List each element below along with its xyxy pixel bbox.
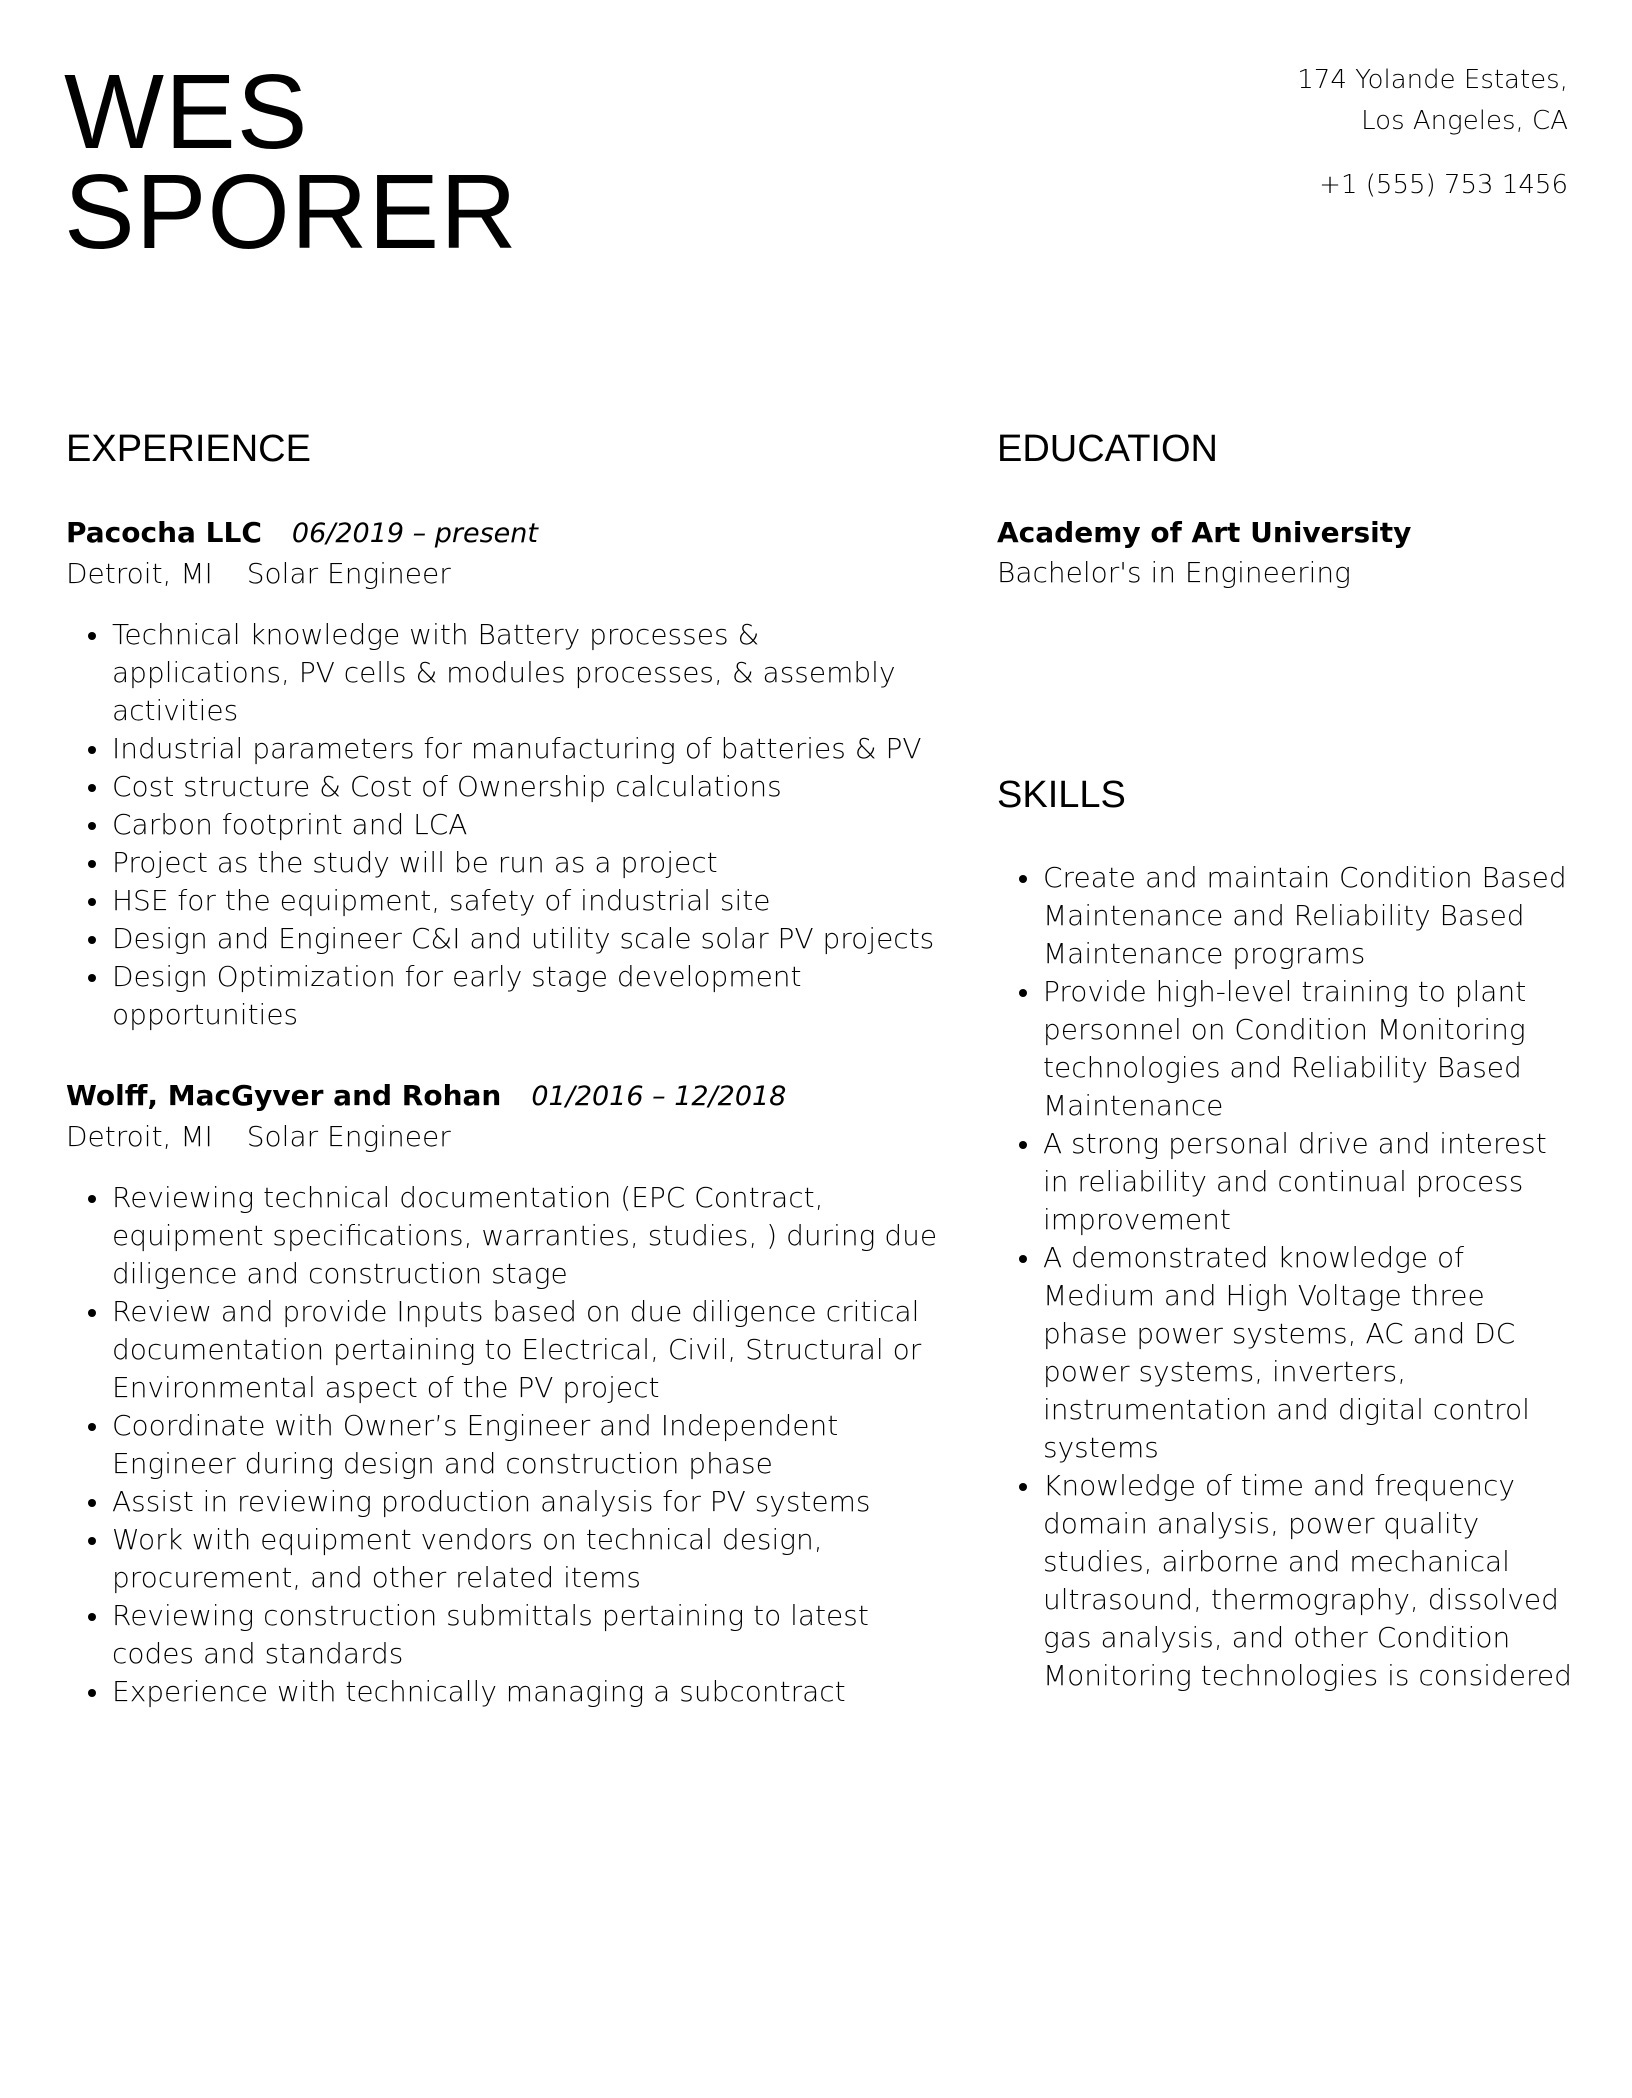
job-location: Detroit, MI [66, 557, 213, 590]
job-header [66, 1076, 946, 1117]
education-heading: EDUCATION [997, 428, 1218, 470]
bullet-item: Project as the study will be run as a project [112, 844, 946, 882]
sidebar-column [997, 425, 1577, 1695]
job-entry [66, 513, 946, 1034]
job-header [66, 513, 946, 554]
job-bullets [66, 616, 946, 1034]
contact-info [1297, 60, 1568, 206]
bullet-item: Work with equipment vendors on technical design, procurement, and other related items [112, 1521, 946, 1597]
bullet-item: Carbon footprint and LCA [112, 806, 946, 844]
bullet-item: Cost structure & Cost of Ownership calculations [112, 768, 946, 806]
job-location: Detroit, MI [66, 1120, 213, 1153]
bullet-item: Experience with technically managing a subcontract [112, 1673, 946, 1711]
bullet-item: Review and provide Inputs based on due diligence critical documentation pertaining to Electrical, Civil, Structural or Environmental aspect of the PV project [112, 1293, 946, 1407]
bullet-item: Reviewing construction submittals pertaining to latest codes and standards [112, 1597, 946, 1673]
bullet-item: Coordinate with Owner’s Engineer and Independent Engineer during design and construction phase [112, 1407, 946, 1483]
bullet-item: Reviewing technical documentation (EPC Contract, equipment specifications, warranties, studies, ) during due diligence and construction stage [112, 1179, 946, 1293]
skill-item: Knowledge of time and frequency domain analysis, power quality studies, airborne and mechanical ultrasound, thermography, dissolved gas analysis, and other Condition Monitoring technologies is considered [1043, 1467, 1577, 1695]
job-subheader [66, 1117, 946, 1157]
address-line-1: 174 Yolande Estates, [1297, 65, 1568, 95]
phone-number: +1 (555) 753 1456 [1319, 170, 1568, 200]
skills-list [997, 859, 1577, 1695]
bullet-item: Design Optimization for early stage development opportunities [112, 958, 946, 1034]
skill-item: A demonstrated knowledge of Medium and High Voltage three phase power systems, AC and DC power systems, inverters, instrumentation and digital control systems [1043, 1239, 1577, 1467]
bullet-item: Industrial parameters for manufacturing of batteries & PV [112, 730, 946, 768]
education-entry [997, 513, 1577, 553]
address-line-2: Los Angeles, CA [1361, 106, 1568, 136]
job-dates: 06/2019 – present [291, 518, 538, 549]
experience-heading: EXPERIENCE [66, 428, 311, 470]
job-subheader [66, 554, 946, 594]
bullet-item: Design and Engineer C&I and utility scale solar PV projects [112, 920, 946, 958]
skill-item: Provide high-level training to plant personnel on Condition Monitoring technologies and Reliability Based Maintenance [1043, 973, 1577, 1125]
job-entry [66, 1076, 946, 1711]
degree: Bachelor's in Engineering [997, 556, 1351, 589]
last-name: SPORER [64, 153, 518, 271]
company-name: Wolff, MacGyver and Rohan [66, 1079, 502, 1112]
job-title: Solar Engineer [246, 1120, 451, 1153]
job-dates: 01/2016 – 12/2018 [531, 1081, 787, 1112]
job-title: Solar Engineer [246, 557, 451, 590]
company-name: Pacocha LLC [66, 516, 262, 549]
school-name: Academy of Art University [997, 516, 1412, 549]
skill-item: Create and maintain Condition Based Maintenance and Reliability Based Maintenance programs [1043, 859, 1577, 973]
bullet-item: HSE for the equipment, safety of industrial site [112, 882, 946, 920]
candidate-name [64, 53, 518, 271]
bullet-item: Assist in reviewing production analysis for PV systems [112, 1483, 946, 1521]
job-bullets [66, 1179, 946, 1711]
first-name: WES [64, 53, 309, 171]
skill-item: A strong personal drive and interest in reliability and continual process improvement [1043, 1125, 1577, 1239]
bullet-item: Technical knowledge with Battery processes & applications, PV cells & modules processes, & assembly activities [112, 616, 946, 730]
skills-heading: SKILLS [997, 774, 1126, 816]
experience-section [66, 425, 946, 1753]
